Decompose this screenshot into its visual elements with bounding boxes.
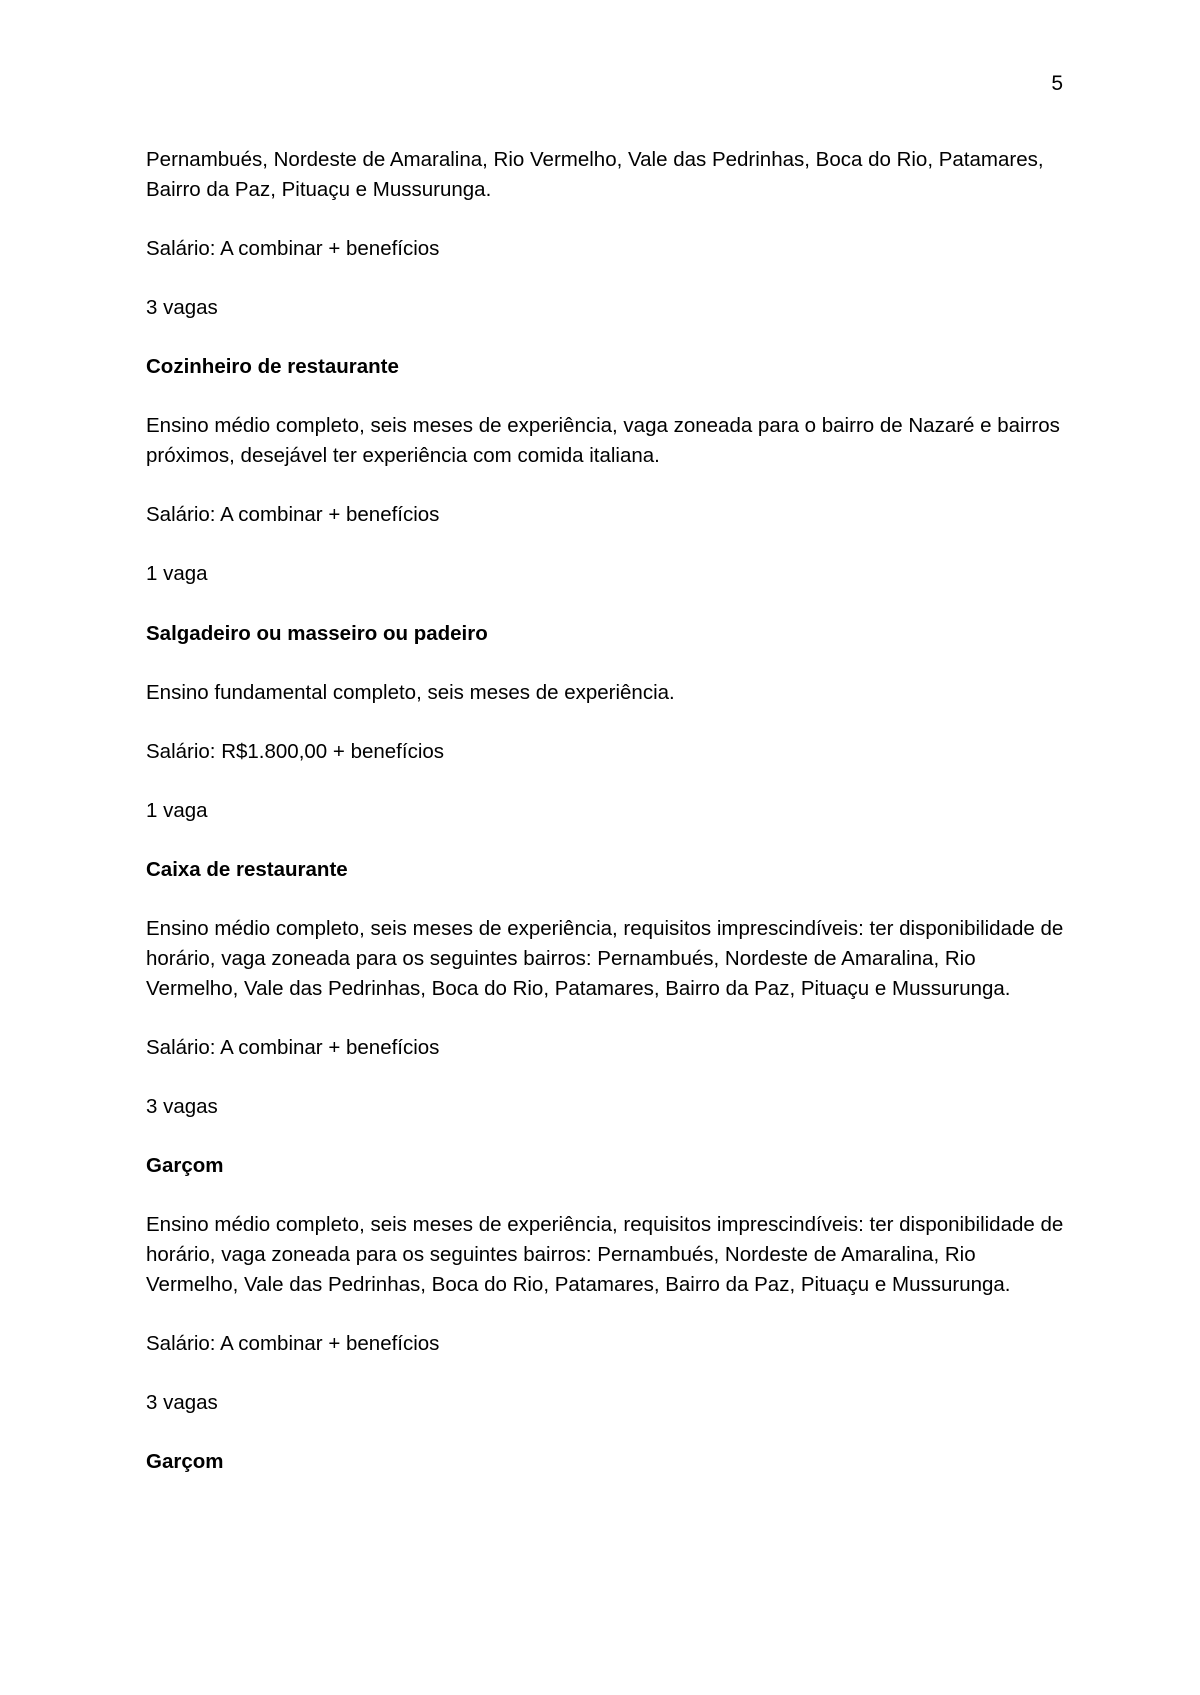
job-title: Cozinheiro de restaurante [146, 355, 399, 379]
paragraph: Pernambués, Nordeste de Amaralina, Rio Vermelho, Vale das Pedrinhas, Boca do Rio, Patamares, Bairro da Paz, Pituaçu e Mussurunga. [146, 148, 1044, 201]
salary-line: Salário: A combinar + benefícios [146, 503, 440, 527]
salary-line: Salário: A combinar + benefícios [146, 1035, 440, 1059]
document-body [146, 145, 1066, 1506]
job-requirements: Ensino médio completo, seis meses de experiência, requisitos imprescindíveis: ter disponibilidade de horário, vaga zoneada para os seguintes bairros: Pernambués, Nordeste de Amaralina, Rio Vermelho, Vale das Pedrinhas, Boca do Rio, Patamares, Bairro da Paz, Pituaçu e Mussurunga. [146, 1213, 1064, 1296]
job-title: Garçom [146, 1154, 224, 1178]
salary-line: Salário: A combinar + benefícios [146, 1331, 440, 1355]
job-requirements: Ensino fundamental completo, seis meses de experiência. [146, 680, 675, 704]
vacancy-count: 3 vagas [146, 1390, 218, 1414]
job-title: Caixa de restaurante [146, 858, 348, 882]
job-title: Garçom [146, 1450, 224, 1474]
salary-line: Salário: R$1.800,00 + benefícios [146, 739, 445, 763]
page-number: 5 [1051, 72, 1063, 95]
job-requirements: Ensino médio completo, seis meses de experiência, vaga zoneada para o bairro de Nazaré e bairros próximos, desejável ter experiência com comida italiana. [146, 414, 1060, 467]
salary-line: Salário: A combinar + benefícios [146, 236, 440, 260]
vacancy-count: 3 vagas [146, 295, 218, 319]
vacancy-count: 1 vaga [146, 799, 208, 823]
vacancy-count: 3 vagas [146, 1095, 218, 1118]
job-requirements: Ensino médio completo, seis meses de experiência, requisitos imprescindíveis: ter disponibilidade de horário, vaga zoneada para os seguintes bairros: Pernambués, Nordeste de Amaralina, Rio Vermelho, Vale das Pedrinhas, Boca do Rio, Patamares, Bairro da Paz, Pituaçu e Mussurunga. [146, 917, 1064, 1000]
vacancy-count: 1 vaga [146, 562, 208, 586]
job-title: Salgadeiro ou masseiro ou padeiro [146, 621, 488, 645]
